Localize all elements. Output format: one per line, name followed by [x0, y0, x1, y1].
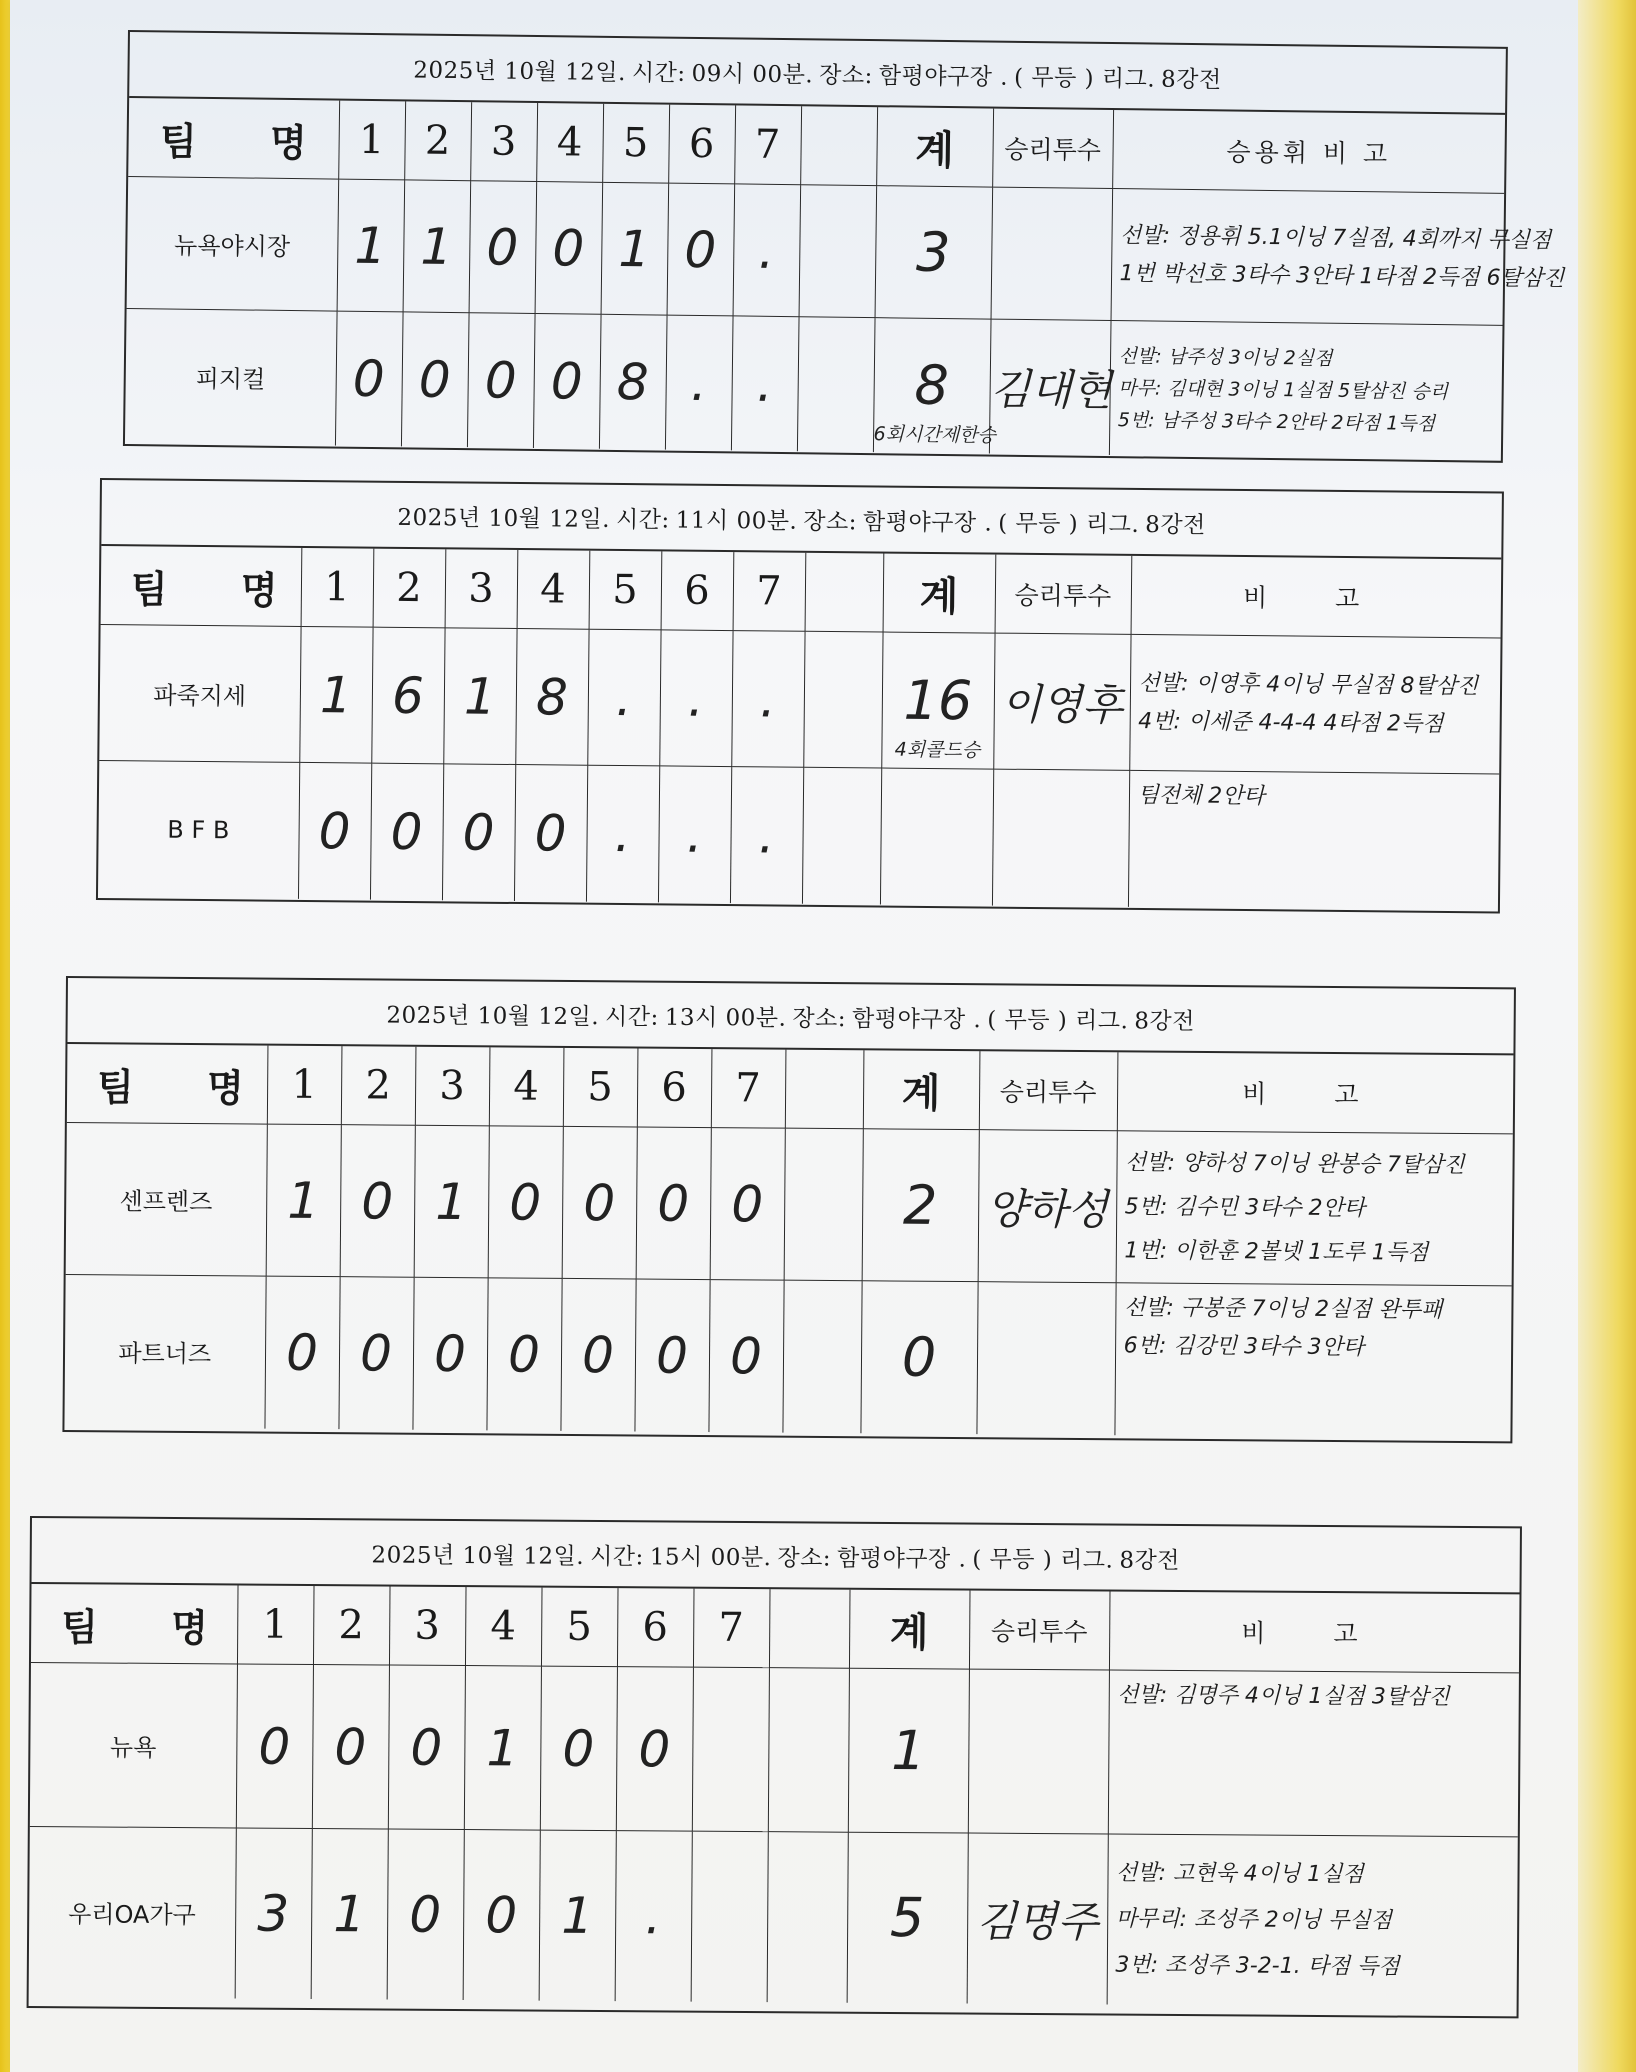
team-row [98, 761, 1499, 910]
total-value: 2 [902, 1173, 938, 1237]
game-header [32, 1518, 1520, 1594]
column-header-row [101, 546, 1502, 638]
round-name: 8강전 [1145, 511, 1206, 539]
team-name: 피지컬 [125, 309, 337, 446]
note-line: 5번: 김수민 3타수 2안타 [1124, 1193, 1366, 1221]
inning-score: 0 [312, 1664, 389, 1829]
team-column-header: 팀 명 [67, 1044, 268, 1124]
inning-score: 8 [515, 629, 588, 766]
game-place: 함평야구장 . [862, 508, 993, 537]
total-note: 6회시간제한승 [873, 422, 996, 447]
game-date: 2025년 10월 12일. [413, 56, 627, 86]
total-value: 1 [890, 1719, 926, 1783]
winning-pitcher [968, 1669, 1109, 1834]
inning-score: 1 [266, 1124, 341, 1277]
inning-score: 0 [412, 1277, 487, 1430]
inning-score: 0 [533, 313, 601, 448]
note-line: 5번: 남주성 3타수 2안타 2타점 1득점 [1117, 408, 1436, 435]
total-value: 8 [914, 353, 950, 418]
total-note [862, 1274, 977, 1275]
inning-score: 0 [540, 1666, 617, 1831]
league-name: ( 무등 ) 리그. [972, 1546, 1114, 1574]
inning-score: . [615, 1831, 692, 2002]
winning-pitcher [976, 1282, 1115, 1435]
place-label: 장소: [792, 1005, 847, 1032]
game-place: 함평야구장 . [851, 1005, 982, 1033]
extra-inning-header [785, 1050, 864, 1129]
inning-header: 2 [341, 1046, 416, 1125]
league-name: ( 무등 ) 리그. [987, 1006, 1129, 1034]
winning-pitcher-header: 승리투수 [992, 109, 1113, 189]
column-header-row [31, 1584, 1520, 1673]
team-name: 센프렌즈 [66, 1123, 267, 1277]
total-header: 계 [876, 107, 993, 187]
inning-score: . [731, 316, 799, 451]
winning-pitcher-header: 승리투수 [995, 555, 1132, 635]
inning-score: 1 [443, 628, 516, 765]
inning-score: 0 [514, 764, 587, 901]
extra-score [802, 767, 881, 904]
inning-header: 3 [445, 549, 518, 628]
total-score [860, 1281, 977, 1434]
inning-header: 3 [415, 1047, 490, 1126]
team-row [29, 1827, 1518, 2007]
league-name: ( 무등 ) 리그. [998, 510, 1140, 538]
winning-pitcher [991, 187, 1113, 320]
total-score [873, 318, 996, 453]
inning-header: 5 [602, 104, 669, 183]
total-header: 계 [863, 1050, 980, 1129]
inning-score: 0 [488, 1126, 563, 1279]
extra-score [797, 317, 875, 452]
inning-header: 6 [637, 1048, 712, 1127]
note-line: 1번: 이한훈 2볼넷 1도루 1득점 [1124, 1237, 1429, 1266]
team-row [30, 1663, 1519, 1837]
inning-score: 0 [469, 181, 537, 314]
inning-score [692, 1667, 769, 1832]
inning-score: 0 [401, 312, 469, 447]
extra-score [799, 185, 877, 318]
inning-score: 0 [636, 1127, 711, 1280]
inning-score: 0 [535, 181, 603, 314]
extra-score [784, 1128, 863, 1281]
total-score [875, 186, 993, 319]
total-value: 5 [889, 1886, 925, 1950]
total-note [875, 311, 990, 312]
remarks-notes [1116, 1131, 1513, 1286]
inning-header: 7 [693, 1589, 770, 1668]
extra-score [767, 1832, 848, 2003]
total-note [848, 1826, 967, 1827]
inning-score: 1 [403, 180, 471, 313]
inning-score: 0 [708, 1280, 783, 1433]
note-line: 선발: 남주성 3이닝 2실점 [1118, 344, 1333, 370]
extra-score [768, 1668, 849, 1833]
game-date: 2025년 10월 12일. [397, 504, 611, 533]
time-label: 시간: [605, 1003, 659, 1031]
round-name: 8강전 [1160, 66, 1222, 93]
winning-pitcher [992, 769, 1129, 906]
league-name: ( 무등 ) 리그. [1013, 64, 1156, 93]
team-column-header: 팀 명 [128, 98, 339, 179]
note-line: 1번 박선호 3타수 3안타 1타점 2득점 6탈삼진 [1119, 260, 1565, 292]
game-scoresheet-3 [62, 976, 1516, 1443]
game-scoresheet-4 [27, 1516, 1522, 2018]
inning-score: 0 [442, 764, 515, 901]
inning-score: 0 [340, 1125, 415, 1278]
inning-score: 3 [235, 1828, 312, 1999]
round-name: 8강전 [1134, 1007, 1196, 1035]
extra-score [782, 1280, 861, 1433]
inning-header: 1 [267, 1046, 342, 1125]
winning-pitcher-header: 승리투수 [979, 1051, 1118, 1131]
column-header-row [67, 1044, 1514, 1134]
team-name: 파트너즈 [64, 1275, 265, 1429]
inning-header: 3 [470, 102, 537, 181]
inning-header: 7 [734, 105, 801, 184]
place-label: 장소: [777, 1544, 832, 1572]
total-value: 0 [901, 1325, 937, 1390]
total-header: 계 [883, 554, 996, 634]
scoresheet-page [10, 0, 1578, 2072]
inning-header: 4 [517, 550, 590, 629]
team-name: 파죽지세 [99, 625, 300, 763]
inning-header: 2 [373, 549, 446, 628]
game-scoresheet-1 [123, 30, 1565, 463]
extra-inning-header [800, 106, 877, 185]
note-line: 선발: 이영후 4이닝 무실점 8탈삼진 [1138, 670, 1479, 699]
team-column-header: 팀 명 [31, 1584, 238, 1664]
note-line: 6번: 김강민 3타수 3안타 [1123, 1333, 1365, 1361]
team-name: 뉴욕 [30, 1663, 237, 1828]
inning-score: 0 [616, 1667, 693, 1832]
inning-header: 5 [541, 1588, 618, 1667]
remarks-notes [1108, 1670, 1519, 1837]
note-line: 4번: 이세준 4-4-4 4타점 2득점 [1138, 708, 1444, 737]
game-place: 함평야구장 . [878, 62, 1009, 91]
note-line: 마무리: 조성주 2이닝 무실점 [1115, 1906, 1392, 1934]
remarks-header: 비 고 [1131, 556, 1502, 638]
inning-score: 1 [601, 182, 669, 315]
inning-score: 0 [338, 1277, 413, 1430]
inning-score: 1 [299, 626, 372, 763]
total-note [861, 1427, 976, 1428]
inning-header: 4 [489, 1047, 564, 1126]
inning-header: 5 [589, 551, 662, 630]
game-date: 2025년 10월 12일. [371, 1541, 585, 1570]
inning-header: 6 [617, 1588, 694, 1667]
inning-score: . [665, 315, 733, 450]
score-table [29, 1584, 1520, 2007]
remarks-header: 승용휘 비 고 [1112, 110, 1505, 193]
inning-score: . [731, 631, 804, 768]
team-column-header: 팀 명 [101, 546, 302, 626]
remarks-header: 비 고 [1117, 1052, 1514, 1134]
remarks-header: 비 고 [1109, 1592, 1520, 1673]
inning-score: 0 [388, 1665, 465, 1830]
total-note [881, 898, 992, 899]
total-note: 4회콜드승 [894, 738, 981, 762]
extra-inning-header [805, 553, 884, 632]
score-table [64, 1044, 1513, 1438]
inning-header: 1 [338, 101, 405, 180]
winning-pitcher: 김대현 [989, 319, 1111, 454]
inning-header: 6 [661, 551, 734, 630]
inning-header: 2 [313, 1586, 390, 1665]
team-row [64, 1275, 1511, 1438]
team-name: B F B [98, 761, 299, 899]
place-label: 장소: [819, 61, 874, 89]
inning-score: . [586, 765, 659, 902]
total-score [848, 1668, 969, 1833]
note-line: 선발: 김명주 4이닝 1실점 3탈삼진 [1117, 1682, 1450, 1710]
inning-score: 0 [463, 1830, 540, 2001]
inning-score: . [658, 766, 731, 903]
game-place: 함평야구장 . [837, 1545, 967, 1573]
remarks-notes [1111, 189, 1565, 326]
extra-score [803, 631, 882, 768]
remarks-notes [1109, 321, 1503, 460]
inning-score: . [587, 629, 660, 766]
game-header [67, 978, 1513, 1055]
inning-score: . [730, 767, 803, 904]
game-time: 15시 00분. [649, 1543, 772, 1571]
inning-header: 3 [389, 1587, 466, 1666]
remarks-notes [1114, 1283, 1511, 1438]
inning-header: 7 [711, 1049, 786, 1128]
total-value: 16 [903, 668, 973, 733]
yellow-folder-edge [1578, 0, 1636, 2072]
inning-score: 1 [414, 1125, 489, 1278]
note-line: 선발: 구봉준 7이닝 2실점 완투패 [1123, 1295, 1443, 1323]
winning-pitcher-header: 승리투수 [969, 1591, 1110, 1670]
inning-score: 0 [335, 311, 403, 446]
game-time: 11시 00분. [675, 507, 798, 535]
inning-score: 0 [264, 1276, 339, 1429]
score-table [125, 98, 1565, 459]
game-date: 2025년 10월 12일. [386, 1002, 600, 1030]
inning-score: 0 [370, 763, 443, 900]
team-row [99, 625, 1500, 774]
note-line: 선발: 고현욱 4이닝 1실점 [1115, 1860, 1364, 1888]
inning-score: 0 [298, 762, 371, 899]
total-score [880, 768, 993, 905]
team-name: 뉴욕야시장 [127, 177, 339, 312]
inning-header: 2 [404, 101, 471, 180]
team-row [125, 309, 1503, 460]
score-table [98, 546, 1501, 910]
remarks-notes [1129, 634, 1500, 774]
inning-score: . [659, 630, 732, 767]
inning-header: 7 [733, 552, 806, 631]
inning-header: 4 [465, 1587, 542, 1666]
inning-score: 1 [311, 1828, 388, 1999]
total-score [847, 1832, 968, 2003]
inning-score: 0 [560, 1278, 635, 1431]
total-value: 3 [915, 220, 951, 285]
note-line: 마무: 김대현 3이닝 1실점 5탈삼진 승리 [1118, 376, 1449, 403]
place-label: 장소: [803, 508, 858, 535]
winning-pitcher: 이영후 [993, 633, 1130, 770]
inning-score: . [733, 184, 801, 317]
note-line: 3번: 조성주 3-2-1. 타점 득점 [1115, 1952, 1400, 1980]
remarks-notes [1107, 1834, 1518, 2007]
note-line: 선발: 양하성 7이닝 완봉승 7탈삼진 [1124, 1149, 1465, 1178]
inning-score: 0 [236, 1664, 313, 1829]
inning-score: 0 [710, 1128, 785, 1281]
total-header: 계 [849, 1590, 970, 1669]
inning-header: 6 [668, 105, 735, 184]
team-row [66, 1123, 1513, 1286]
winning-pitcher: 김명주 [967, 1833, 1108, 2004]
inning-header: 1 [237, 1585, 314, 1664]
inning-header: 5 [563, 1048, 638, 1127]
total-score [881, 632, 994, 769]
inning-score [691, 1831, 768, 2002]
inning-score: 0 [634, 1279, 709, 1432]
game-time: 09시 00분. [691, 60, 814, 88]
inning-score: 1 [337, 179, 405, 312]
inning-header: 1 [301, 548, 374, 627]
note-line: 선발: 정용휘 5.1이닝 7실점, 4회까지 무실점 [1119, 222, 1552, 253]
winning-pitcher: 양하성 [978, 1130, 1117, 1283]
extra-inning-header [769, 1589, 850, 1668]
inning-score: 6 [371, 627, 444, 764]
remarks-notes [1128, 770, 1499, 910]
inning-score: 1 [539, 1830, 616, 2001]
time-label: 시간: [590, 1543, 644, 1570]
inning-score: 8 [599, 314, 667, 449]
game-time: 13시 00분. [664, 1004, 787, 1032]
game-scoresheet-2 [96, 478, 1504, 913]
total-score [862, 1129, 979, 1282]
round-name: 8강전 [1119, 1547, 1181, 1574]
time-label: 시간: [615, 506, 670, 533]
note-line: 팀전체 2안타 [1137, 782, 1265, 810]
inning-score: 0 [486, 1278, 561, 1431]
team-name: 우리OA가구 [29, 1827, 236, 1998]
team-row [127, 177, 1505, 326]
inning-header: 4 [536, 103, 603, 182]
inning-score: 0 [467, 313, 535, 448]
time-label: 시간: [631, 59, 686, 87]
inning-score: 0 [667, 183, 735, 316]
inning-score: 0 [387, 1829, 464, 2000]
inning-score: 0 [562, 1126, 637, 1279]
inning-score: 1 [464, 1666, 541, 1831]
total-note [847, 1996, 966, 1997]
